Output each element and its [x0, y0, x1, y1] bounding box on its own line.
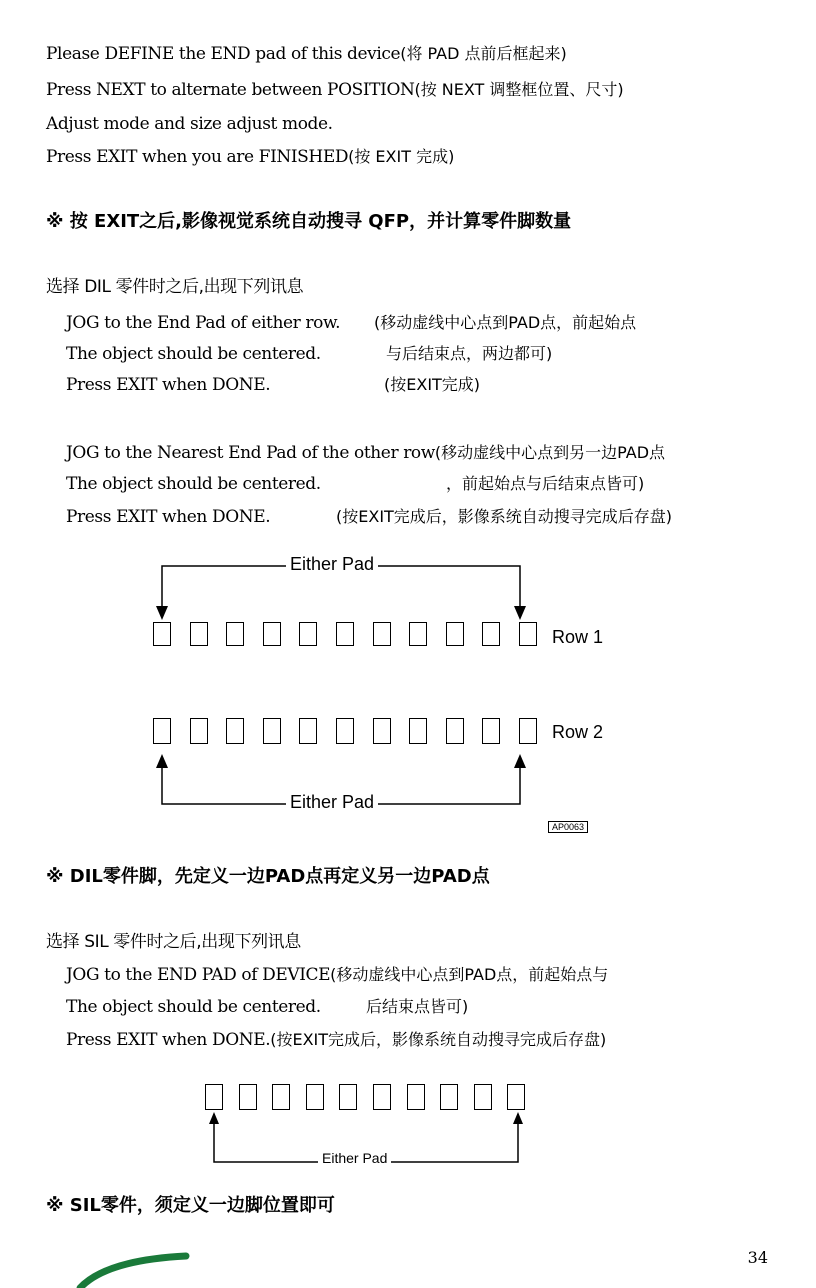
dil-connector-lines	[140, 548, 620, 848]
sil-line	[66, 1030, 606, 1050]
pad-square	[272, 1084, 290, 1110]
instruction-text: Adjust mode and size adjust mode.	[46, 114, 333, 134]
pad-square	[226, 718, 244, 744]
instruction-text: The object should be centered.	[66, 997, 321, 1017]
note-text: ※ DIL零件脚，先定义一边PAD点再定义另一边PAD点	[46, 866, 490, 887]
page-number: 34	[747, 1248, 768, 1267]
instruction-text: JOG to the END PAD of DEVICE	[66, 965, 331, 985]
pad-square	[299, 622, 317, 646]
dil-line	[66, 443, 665, 463]
note-dil	[46, 867, 490, 887]
dil-translation: ，前起始点与后结束点皆可)	[446, 474, 645, 493]
pad-square	[482, 718, 500, 744]
pad-square	[205, 1084, 223, 1110]
sil-line	[66, 965, 608, 985]
dil-translation: (按EXIT完成)	[384, 375, 481, 394]
instruction-translation: (按 NEXT 调整框位置、尺寸)	[414, 80, 624, 99]
note-sil	[46, 1196, 335, 1216]
instruction-translation: (移动虚线中心点到另一边PAD点	[434, 443, 666, 462]
pad-square	[336, 718, 354, 744]
sil-heading: 选择 SIL 零件时之后,出现下列讯息	[46, 932, 301, 952]
dil-translation: 与后结束点，两边都可)	[386, 344, 553, 363]
pad-square	[373, 718, 391, 744]
pad-square	[339, 1084, 357, 1110]
instruction-translation: (按 EXIT 完成)	[348, 147, 455, 166]
sil-line	[66, 997, 321, 1017]
note-qfp	[46, 212, 571, 232]
pad-square	[519, 622, 537, 646]
instruction-translation: (将 PAD 点前后框起来)	[400, 44, 567, 63]
instruction-text: Press EXIT when DONE.	[66, 375, 271, 395]
pad-square	[440, 1084, 458, 1110]
instruction-translation: (移动虚线中心点到PAD点，前起始点与	[330, 965, 609, 984]
pad-square	[446, 718, 464, 744]
instruction-text: Please DEFINE the END pad of this device	[46, 44, 401, 64]
pad-square	[336, 622, 354, 646]
pad-square	[373, 1084, 391, 1110]
dil-line	[66, 375, 270, 395]
pad-square	[306, 1084, 324, 1110]
pad-square	[263, 622, 281, 646]
pad-square	[409, 622, 427, 646]
instruction-text: Press NEXT to alternate between POSITION	[46, 80, 415, 100]
pad-square	[153, 718, 171, 744]
pad-square	[482, 622, 500, 646]
pad-square	[373, 622, 391, 646]
sil-diagram	[200, 1078, 540, 1170]
pad-square	[239, 1084, 257, 1110]
pad-square	[226, 622, 244, 646]
instruction-text: Press EXIT when DONE.	[66, 507, 271, 527]
note-text: ※ SIL零件，须定义一边脚位置即可	[46, 1195, 335, 1216]
pad-square	[409, 718, 427, 744]
instruction-line	[46, 147, 454, 167]
instruction-translation: (按EXIT完成后，影像系统自动搜寻完成后存盘)	[270, 1030, 607, 1049]
instruction-line	[46, 114, 333, 134]
either-pad-label-bottom: Either Pad	[286, 792, 378, 813]
either-pad-label-sil: Either Pad	[318, 1150, 391, 1166]
pad-square	[190, 718, 208, 744]
pad-square	[507, 1084, 525, 1110]
pad-square	[190, 622, 208, 646]
dil-line	[66, 474, 321, 494]
dil-line	[66, 344, 321, 364]
dil-line	[66, 507, 270, 527]
pad-square	[519, 718, 537, 744]
dil-translation: (按EXIT完成后，影像系统自动搜寻完成后存盘)	[336, 507, 673, 526]
pad-square	[474, 1084, 492, 1110]
pad-square	[446, 622, 464, 646]
instruction-text: The object should be centered.	[66, 344, 321, 364]
dil-diagram	[140, 548, 620, 848]
row-2-label: Row 2	[552, 722, 604, 742]
instruction-text: JOG to the Nearest End Pad of the other row	[66, 443, 435, 463]
instruction-text: JOG to the End Pad of either row.	[66, 313, 341, 333]
either-pad-label-top: Either Pad	[286, 554, 378, 575]
dil-line	[66, 313, 340, 333]
logo-swoosh-icon	[76, 1248, 216, 1288]
dil-translation: (移动虚线中心点到PAD点，前起始点	[374, 313, 637, 332]
row-1-label: Row 1	[552, 627, 604, 647]
instruction-text: Press EXIT when DONE.	[66, 1030, 271, 1050]
instruction-text: Press EXIT when you are FINISHED	[46, 147, 349, 167]
instruction-line	[46, 80, 624, 100]
note-text: ※ 按 EXIT之后,影像视觉系统自动搜寻 QFP，并计算零件脚数量	[46, 211, 572, 232]
instruction-line	[46, 44, 567, 64]
pad-square	[407, 1084, 425, 1110]
pad-square	[153, 622, 171, 646]
pad-square	[299, 718, 317, 744]
pad-square	[263, 718, 281, 744]
figure-code: AP0063	[548, 821, 588, 833]
instruction-text: The object should be centered.	[66, 474, 321, 494]
sil-translation: 后结束点皆可)	[366, 997, 469, 1016]
dil-heading: 选择 DIL 零件时之后,出现下列讯息	[46, 277, 304, 297]
